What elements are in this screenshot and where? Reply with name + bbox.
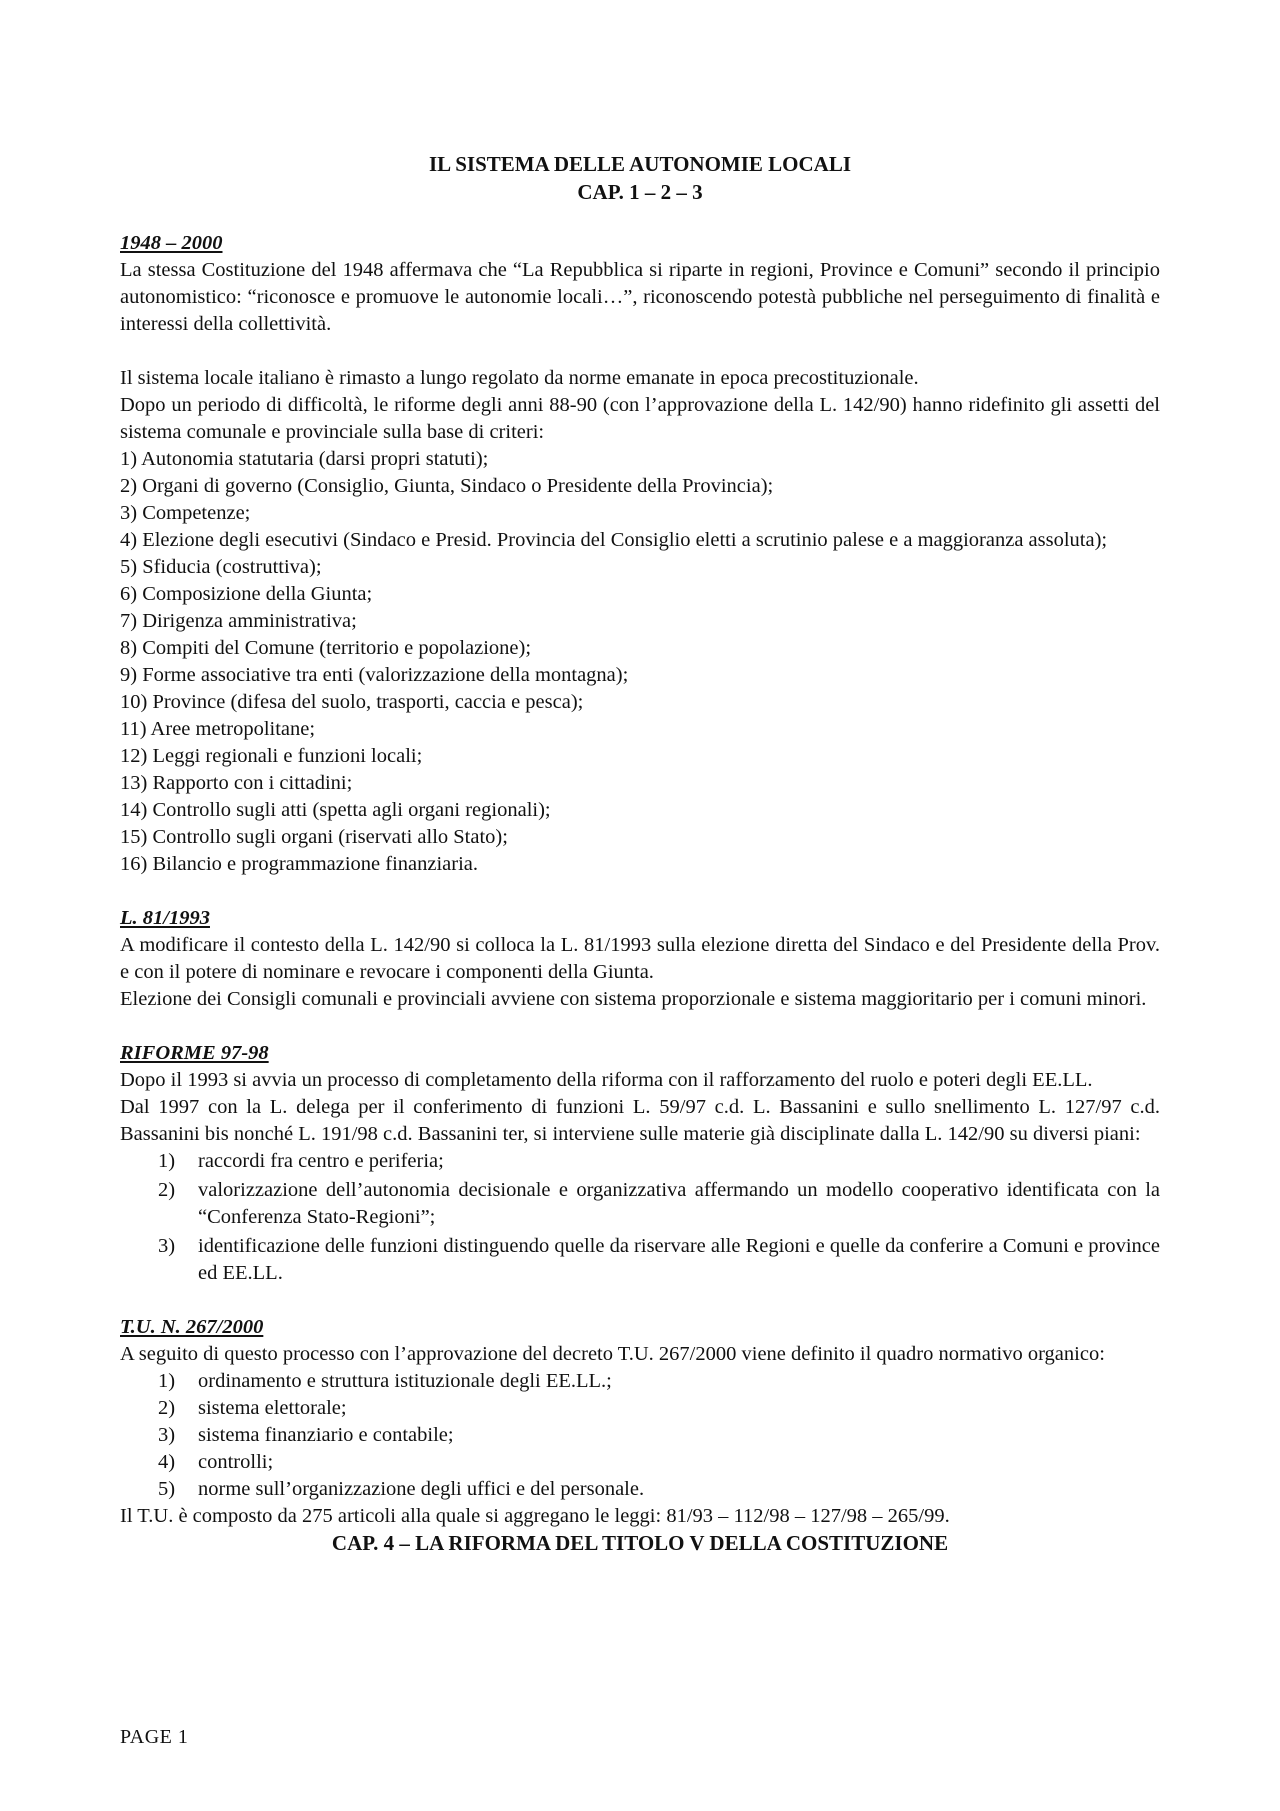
list-item: 7) Dirigenza amministrativa; <box>120 610 357 632</box>
list-item: 4) Elezione degli esecutivi (Sindaco e Presid. Provincia del Consiglio eletti a scrutinio palese e a maggioranza assoluta); <box>120 529 1108 551</box>
section1-paragraph-3: Dopo un periodo di difficoltà, le riforme degli anni 88-90 (con l’approvazione della L. 142/90) hanno ridefinito gli assetti del sistema comunale e provinciale sulla base di criteri: <box>120 394 1160 443</box>
list-item <box>120 1148 1160 1175</box>
list-item: 11) Aree metropolitane; <box>120 718 316 740</box>
section2-paragraph-1: A modificare il contesto della L. 142/90 si colloca la L. 81/1993 sulla elezione diretta del Sindaco e del Presidente della Prov. e con il potere di nominare e revocare i componenti della Giunta. <box>120 934 1160 983</box>
list-item: 12) Leggi regionali e funzioni locali; <box>120 745 423 767</box>
list-item <box>120 1449 1160 1476</box>
list-item: 13) Rapporto con i cittadini; <box>120 772 353 794</box>
title-line-2: CAP. 1 – 2 – 3 <box>577 180 703 204</box>
list-item <box>120 1233 1160 1287</box>
section4-paragraph-2: Il T.U. è composto da 275 articoli alla quale si aggregano le leggi: 81/93 – 112/98 – 127/98 – 265/99. <box>120 1505 950 1527</box>
criteria-list <box>120 446 1160 878</box>
list-number: 2) <box>158 1179 176 1201</box>
list-text: sistema finanziario e contabile; <box>198 1424 454 1446</box>
list-item <box>120 1422 1160 1449</box>
list-item <box>120 1476 1160 1503</box>
section4-paragraph-1: A seguito di questo processo con l’approvazione del decreto T.U. 267/2000 viene definito il quadro normativo organico: <box>120 1343 1105 1365</box>
document-title <box>120 150 1160 206</box>
document-page <box>120 150 1160 1557</box>
list-item: 6) Composizione della Giunta; <box>120 583 373 605</box>
section-heading-riforme-97-98: RIFORME 97-98 <box>120 1042 269 1064</box>
list-item: 14) Controllo sugli atti (spetta agli organi regionali); <box>120 799 551 821</box>
list-item: 2) Organi di governo (Consiglio, Giunta, Sindaco o Presidente della Provincia); <box>120 475 774 497</box>
list-text: ordinamento e struttura istituzionale degli EE.LL.; <box>198 1370 612 1392</box>
paragraph-gap <box>120 338 1160 365</box>
list-text: raccordi fra centro e periferia; <box>198 1150 444 1172</box>
section-heading-tu-267-2000: T.U. N. 267/2000 <box>120 1316 264 1338</box>
list-item: 8) Compiti del Comune (territorio e popolazione); <box>120 637 532 659</box>
page-number-footer: PAGE 1 <box>120 1726 189 1748</box>
section-heading-l81-1993: L. 81/1993 <box>120 907 210 929</box>
list-text: identificazione delle funzioni distinguendo quelle da riservare alle Regioni e quelle da conferire a Comuni e province ed EE.LL. <box>198 1235 1160 1284</box>
list-number: 3) <box>158 1235 176 1257</box>
list-text: valorizzazione dell’autonomia decisionale e organizzativa affermando un modello cooperativo identificata con la “Conferenza Stato-Regioni”; <box>198 1179 1160 1228</box>
chapter-4-heading: CAP. 4 – LA RIFORMA DEL TITOLO V DELLA COSTITUZIONE <box>331 1531 949 1555</box>
list-item: 1) Autonomia statutaria (darsi propri statuti); <box>120 448 489 470</box>
section3-paragraph-1: Dopo il 1993 si avvia un processo di completamento della riforma con il rafforzamento del ruolo e poteri degli EE.LL. <box>120 1069 1093 1091</box>
list-number: 2) <box>158 1397 176 1419</box>
list-item <box>120 1177 1160 1231</box>
section2-paragraph-2: Elezione dei Consigli comunali e provinciali avviene con sistema proporzionale e sistema maggioritario per i comuni minori. <box>120 988 1147 1010</box>
riforme-list <box>120 1148 1160 1287</box>
section1-paragraph-1: La stessa Costituzione del 1948 affermava che “La Repubblica si riparte in regioni, Province e Comuni” secondo il principio autonomistico: “riconosce e promuove le autonomie locali…”, riconoscendo potestà pubbliche nel perseguimento di finalità e interessi della collettività. <box>120 259 1160 335</box>
list-number: 1) <box>158 1150 176 1172</box>
list-item <box>120 1368 1160 1395</box>
list-number: 5) <box>158 1478 176 1500</box>
list-text: norme sull’organizzazione degli uffici e del personale. <box>198 1478 645 1500</box>
list-number: 1) <box>158 1370 176 1392</box>
section-heading-1948-2000: 1948 – 2000 <box>120 232 223 254</box>
list-item: 15) Controllo sugli organi (riservati allo Stato); <box>120 826 508 848</box>
section3-paragraph-2: Dal 1997 con la L. delega per il conferimento di funzioni L. 59/97 c.d. L. Bassanini e sullo snellimento L. 127/97 c.d. Bassanini bis nonché L. 191/98 c.d. Bassanini ter, si interviene sulle materie già disciplinate dalla L. 142/90 su diversi piani: <box>120 1096 1160 1145</box>
tu-list <box>120 1368 1160 1503</box>
list-item: 5) Sfiducia (costruttiva); <box>120 556 322 578</box>
list-number: 3) <box>158 1424 176 1446</box>
list-number: 4) <box>158 1451 176 1473</box>
list-text: sistema elettorale; <box>198 1397 347 1419</box>
list-item: 3) Competenze; <box>120 502 251 524</box>
list-item: 16) Bilancio e programmazione finanziaria. <box>120 853 479 875</box>
list-item: 9) Forme associative tra enti (valorizzazione della montagna); <box>120 664 629 686</box>
list-text: controlli; <box>198 1451 274 1473</box>
title-line-1: IL SISTEMA DELLE AUTONOMIE LOCALI <box>428 152 852 176</box>
list-item <box>120 1395 1160 1422</box>
section1-paragraph-2: Il sistema locale italiano è rimasto a lungo regolato da norme emanate in epoca precostituzionale. <box>120 367 919 389</box>
list-item: 10) Province (difesa del suolo, trasporti, caccia e pesca); <box>120 691 584 713</box>
